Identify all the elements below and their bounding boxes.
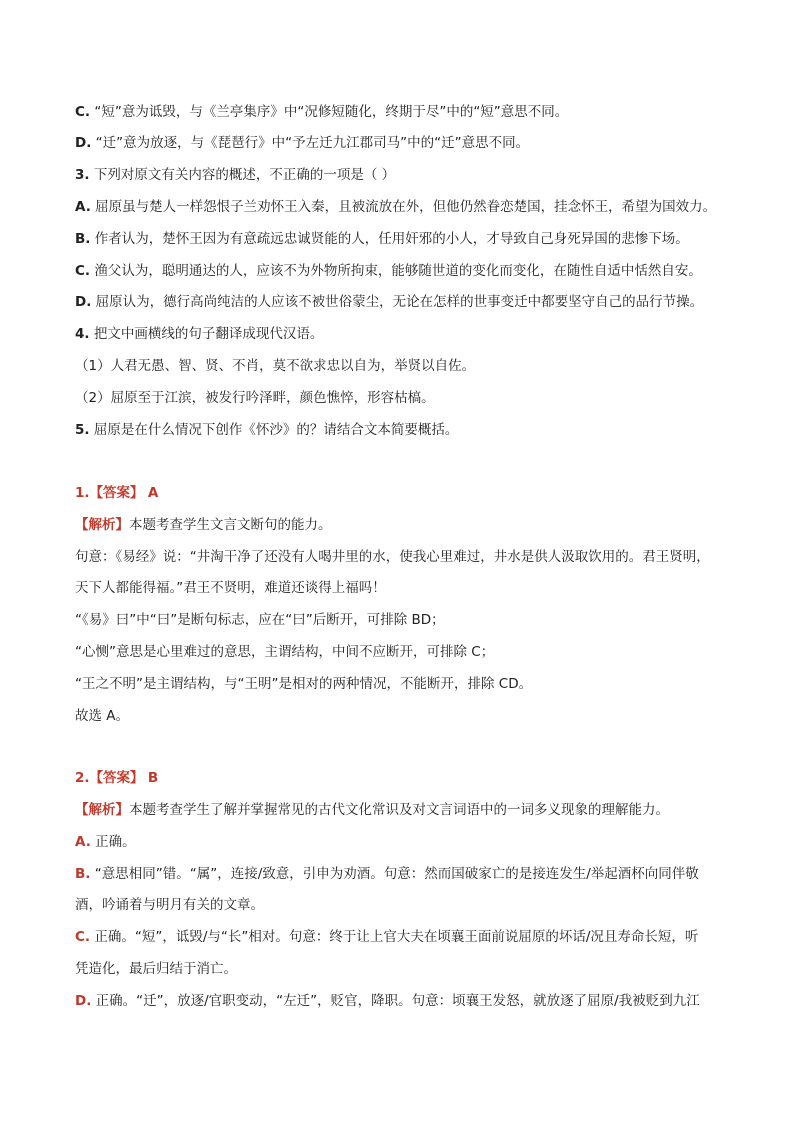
q3-option-d: D. 屈原认为，德行高尚纯洁的人应该不被世俗蒙尘，无论在怎样的世事变迁中都要坚守自己的品行节操。 [75, 294, 704, 310]
answer-1-line: 故选 A。 [75, 708, 130, 724]
answer-1-line: 句意：《易经》说：“井淘干净了还没有人喝井里的水，使我心里难过，井水是供人汲取饮用的。君王贤明， [75, 549, 710, 565]
q5-stem: 5. 屈原是在什么情况下创作《怀沙》的？请结合文本简要概括。 [75, 422, 459, 438]
answer-2-item-c: C. 正确。“短”，诋毁/与“长”相对。句意：终于让上官大夫在顷襄王面前说屈原的坏话/况且寿命长短，听 [75, 929, 699, 945]
answer-2-item-d: D. 正确。“迁”，放逐/官职变动，“左迁”，贬官，降职。句意：顷襄王发怒，就放逐了屈原/我被贬到九江 [75, 993, 700, 1009]
q4-stem: 4. 把文中画横线的句子翻译成现代汉语。 [75, 326, 324, 342]
answer-1-line: 天下人都能得福。”君王不贤明，难道还谈得上福吗！ [75, 580, 386, 596]
answer-2-analysis: 【解析】本题考查学生了解并掌握常见的古代文化常识及对文言词语中的一词多义现象的理解能力。 [75, 802, 669, 818]
answer-1-line: “心恻”意思是心里难过的意思，主谓结构，中间不应断开，可排除 C； [75, 644, 495, 660]
q3-option-c: C. 渔父认为，聪明通达的人，应该不为外物所拘束，能够随世道的变化而变化，在随性自适中恬然自安。 [75, 263, 702, 279]
q2-option-c: C. “短”意为诋毁，与《兰亭集序》中“况修短随化，终期于尽”中的“短”意思不同。 [75, 104, 569, 120]
q3-option-b: B. 作者认为，楚怀王因为有意疏远忠诚贤能的人，任用奸邪的小人，才导致自己身死异国的悲惨下场。 [75, 231, 689, 247]
answer-1-analysis: 【解析】本题考查学生文言文断句的能力。 [75, 517, 332, 533]
answer-1-line: “王之不明”是主谓结构，与“王明”是相对的两种情况，不能断开，排除 CD。 [75, 676, 533, 692]
q2-option-d: D. “迁”意为放逐，与《琵琶行》中“予左迁九江郡司马”中的“迁”意思不同。 [75, 135, 530, 151]
answer-1-line: “《易》曰”中“曰”是断句标志，应在“曰”后断开，可排除 BD； [75, 612, 445, 628]
answer-2-item-b-cont: 酒，吟诵着与明月有关的文章。 [75, 897, 264, 913]
q3-stem: 3. 下列对原文有关内容的概述，不正确的一项是（ ） [75, 167, 396, 183]
answer-2-item-c-cont: 凭造化，最后归结于消亡。 [75, 961, 237, 977]
q4-item-1: （1）人君无愚、智、贤、不肖，莫不欲求忠以自为，举贤以自佐。 [75, 358, 476, 374]
q3-option-a: A. 屈原虽与楚人一样怨恨子兰劝怀王入秦，且被流放在外，但他仍然眷恋楚国，挂念怀王，希望为国效力。 [75, 199, 717, 215]
answer-2-item-a: A. 正确。 [75, 834, 136, 850]
answer-2-header: 2.【答案】 B [75, 770, 159, 786]
answer-1-header: 1.【答案】 A [75, 485, 159, 501]
q4-item-2: （2）屈原至于江滨，被发行吟泽畔，颜色憔悴，形容枯槁。 [75, 390, 435, 406]
answer-2-item-b: B. “意思相同”错。“属”，连接/致意，引申为劝酒。句意：然而国破家亡的是接连发生/举起酒杯向同伴敬 [75, 866, 699, 882]
